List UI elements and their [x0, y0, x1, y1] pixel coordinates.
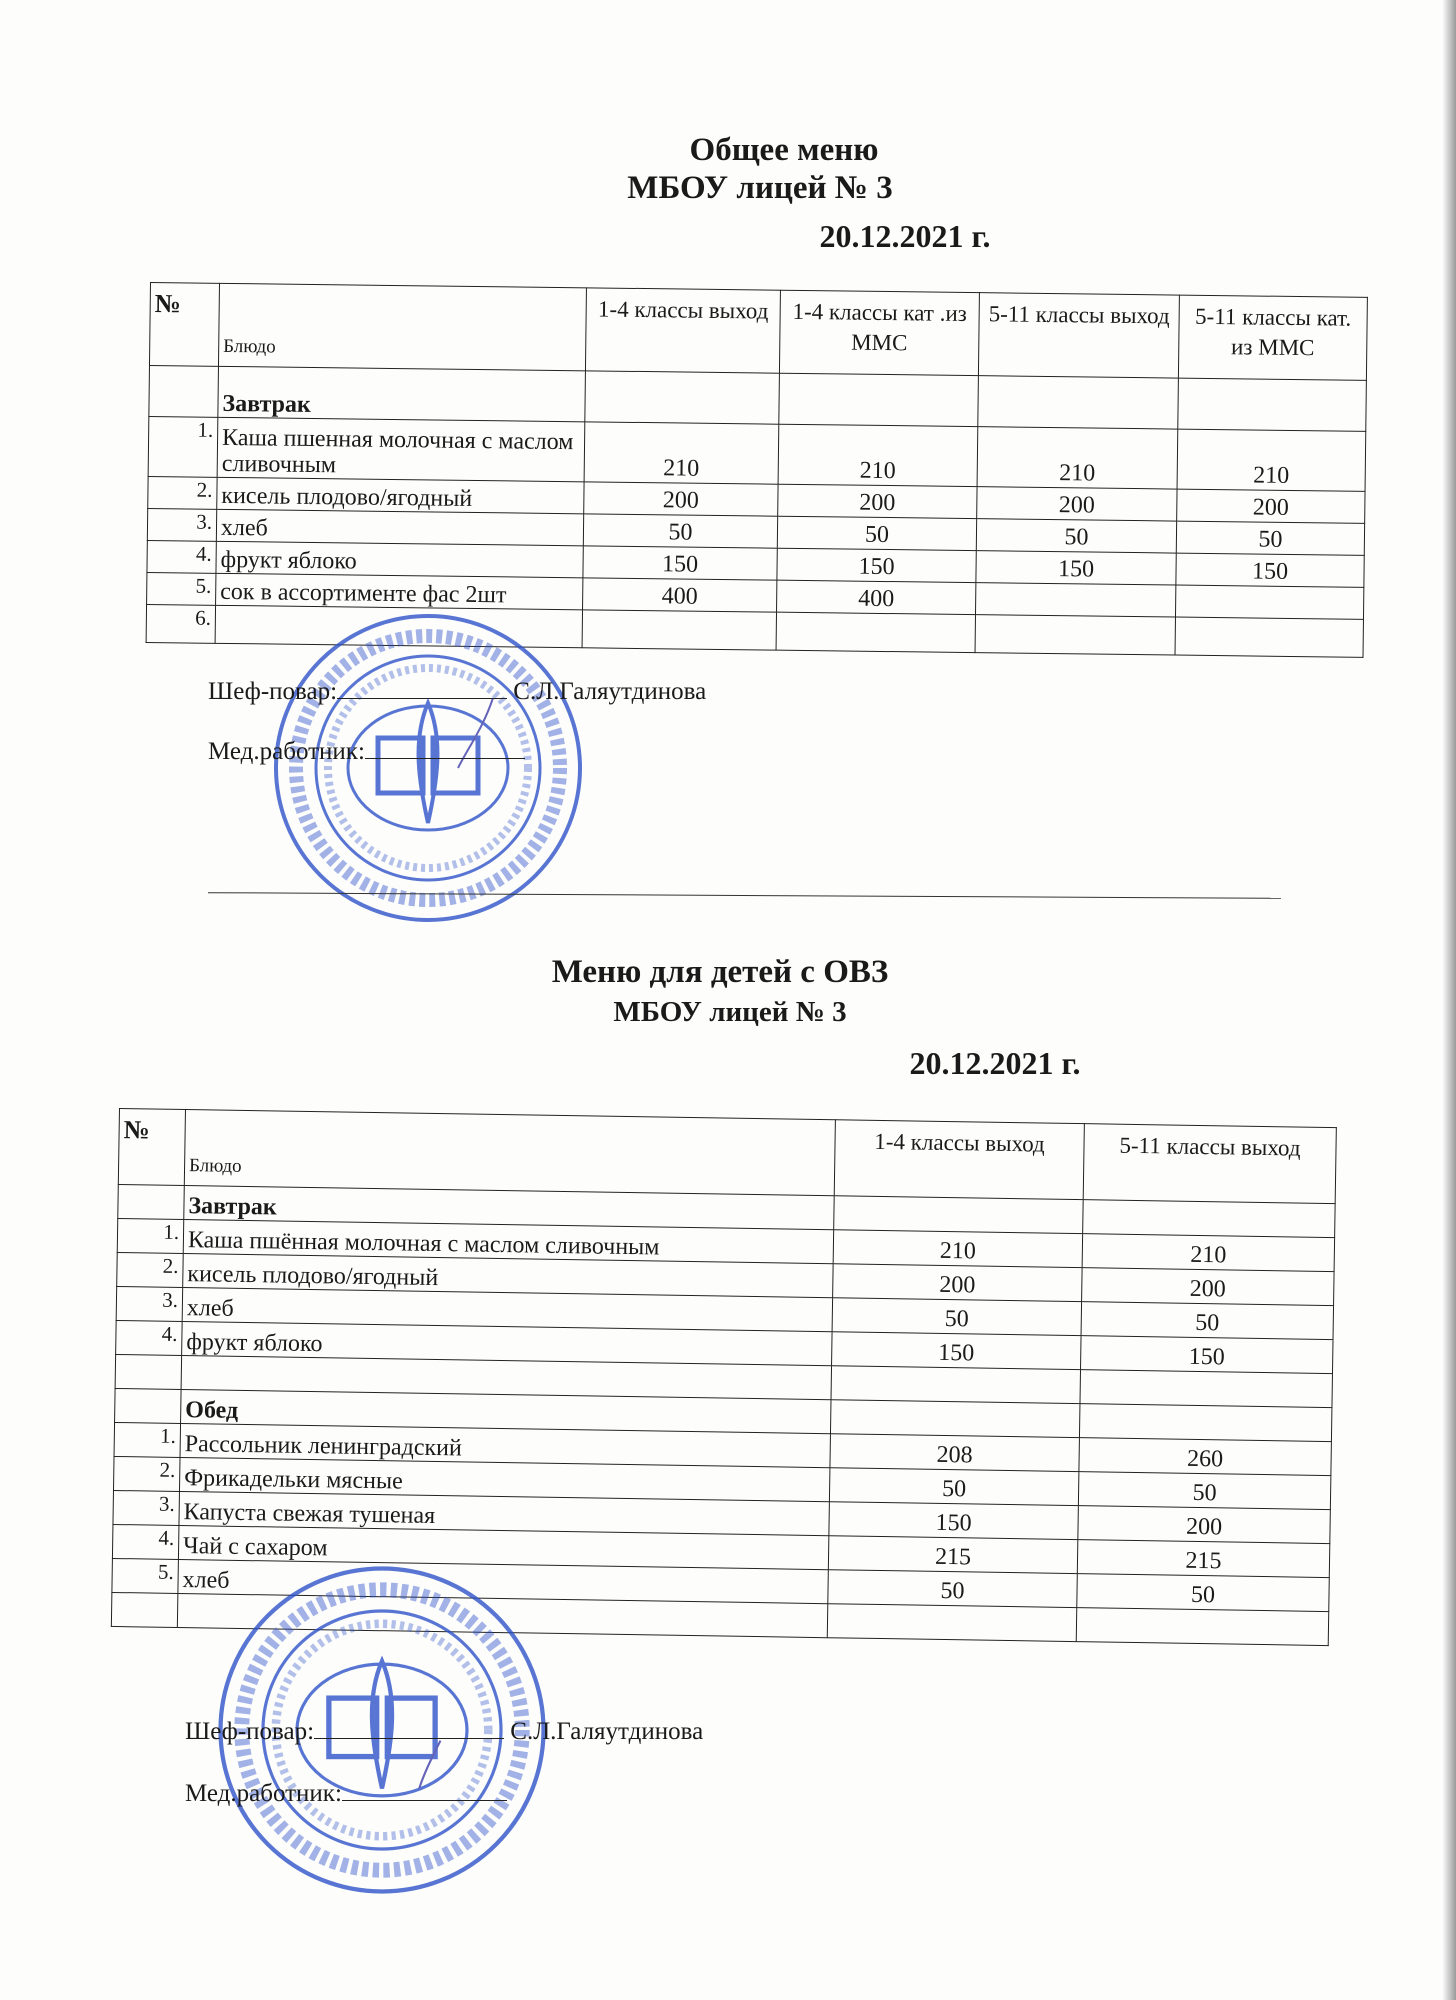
portion-value [779, 373, 979, 426]
portion-value [1083, 1200, 1336, 1238]
chef-name: С.Л.Галяутдинова [513, 678, 707, 705]
row-number: 5. [147, 572, 216, 605]
dish-name: кисель плодово/ягодный [183, 1254, 833, 1298]
ovz-medic-signature [185, 1780, 507, 1808]
header-1-4-mms: 1-4 классы кат .из ММС [779, 290, 979, 375]
row-number: 6. [146, 604, 215, 643]
dish-name: Рассольник ленинградский [180, 1424, 830, 1468]
signature-line [314, 1720, 504, 1739]
portion-value [827, 1604, 1077, 1642]
portion-value: 200 [1078, 1506, 1331, 1544]
general-menu-table [146, 282, 1368, 658]
portion-value [830, 1400, 1080, 1438]
row-number: 4. [112, 1524, 179, 1559]
medic-label: Мед.работник: [185, 1780, 342, 1807]
portion-value: 200 [778, 484, 977, 518]
portion-value: 215 [1077, 1540, 1330, 1578]
row-number [115, 1388, 182, 1423]
portion-value: 200 [1082, 1268, 1335, 1306]
section-title: Завтрак [184, 1186, 834, 1230]
portion-value [831, 1366, 1081, 1404]
portion-value: 208 [830, 1434, 1080, 1472]
portion-value: 50 [1081, 1302, 1334, 1340]
portion-value: 200 [584, 482, 778, 516]
portion-value: 210 [833, 1230, 1083, 1268]
dish-name: Капуста свежая тушеная [179, 1491, 829, 1535]
portion-value: 210 [778, 424, 978, 486]
row-number: 3. [147, 508, 216, 541]
row-number: 1. [114, 1422, 181, 1457]
portion-value: 50 [1176, 521, 1364, 555]
portion-value [585, 371, 780, 424]
scan-edge [1442, 0, 1456, 2000]
dish-name [215, 605, 582, 647]
portion-value [975, 583, 1175, 617]
row-number [118, 1184, 185, 1219]
dish-name: хлеб [182, 1288, 832, 1332]
general-menu-school: МБОУ лицей № 3 [627, 170, 893, 206]
portion-value [1178, 378, 1367, 431]
row-number [115, 1354, 182, 1389]
dish-name: хлеб [178, 1559, 828, 1603]
header-5-11-output: 5-11 классы выход [1083, 1124, 1336, 1204]
ovz-menu-school: МБОУ лицей № 3 [613, 996, 847, 1028]
portion-value: 400 [777, 580, 976, 614]
table-header-row [149, 283, 1367, 381]
portion-value: 260 [1079, 1438, 1332, 1476]
portion-value: 150 [829, 1502, 1079, 1540]
portion-value: 200 [833, 1264, 1083, 1302]
portion-value: 400 [583, 578, 777, 612]
portion-value: 150 [1081, 1336, 1334, 1374]
dish-name: кисель плодово/ягодный [217, 477, 584, 513]
dish-name: хлеб [216, 509, 583, 545]
portion-value: 50 [976, 519, 1176, 553]
row-number [111, 1592, 178, 1627]
portion-value: 50 [832, 1298, 1082, 1336]
row-number: 5. [112, 1558, 179, 1593]
portion-value: 215 [828, 1536, 1078, 1574]
portion-value [1079, 1404, 1332, 1442]
row-number: 2. [117, 1252, 184, 1287]
portion-value: 50 [583, 514, 777, 548]
portion-value: 50 [829, 1468, 1079, 1506]
dish-name: Чай с сахаром [178, 1525, 828, 1569]
portion-value: 150 [777, 548, 976, 582]
portion-value [834, 1196, 1084, 1234]
portion-value: 150 [976, 551, 1176, 585]
general-chef-signature [208, 678, 706, 706]
portion-value: 200 [1177, 489, 1365, 523]
dish-name: фрукт яблоко [216, 541, 583, 577]
portion-value: 210 [1177, 429, 1366, 491]
signature-line [337, 680, 507, 699]
portion-value: 150 [832, 1332, 1082, 1370]
row-number: 3. [116, 1286, 183, 1321]
row-number: 1. [148, 416, 218, 477]
dish-name: сок в ассортименте фас 2шт [216, 573, 583, 609]
section-title: Обед [181, 1390, 831, 1434]
portion-value: 150 [1176, 553, 1364, 587]
section-title: Завтрак [218, 366, 586, 421]
dish-name: Каша пшённая молочная с маслом сливочным [183, 1220, 833, 1264]
portion-value [1076, 1608, 1329, 1646]
school-stamp [268, 608, 588, 928]
dish-name: Каша пшенная молочная с маслом сливочным [217, 417, 585, 481]
portion-value: 50 [1077, 1574, 1330, 1612]
header-1-4-output: 1-4 классы выход [834, 1120, 1084, 1200]
signature-line [365, 740, 525, 759]
portion-value [1175, 617, 1363, 657]
dish-name: Фрикадельки мясные [179, 1458, 829, 1502]
portion-value [1175, 585, 1363, 619]
portion-value [582, 610, 776, 650]
portion-value: 50 [828, 1570, 1078, 1608]
portion-value: 210 [1082, 1234, 1335, 1272]
ovz-chef-signature [185, 1718, 703, 1746]
portion-value: 210 [584, 422, 779, 484]
medic-label: Мед.работник: [208, 738, 365, 765]
portion-value [1080, 1370, 1333, 1408]
row-number: 2. [113, 1456, 180, 1491]
general-medic-signature [208, 738, 525, 766]
portion-value: 200 [977, 487, 1177, 521]
row-number [149, 365, 219, 417]
portion-value [975, 615, 1175, 655]
ovz-menu-title: Меню для детей с ОВЗ [551, 954, 889, 990]
portion-value: 50 [1078, 1472, 1331, 1510]
ovz-menu-date: 20.12.2021 г. [909, 1045, 1081, 1081]
signature-line [342, 1782, 507, 1801]
row-number: 4. [147, 540, 216, 573]
row-number: 3. [113, 1490, 180, 1525]
dish-name: фрукт яблоко [182, 1322, 832, 1366]
portion-value: 210 [977, 427, 1178, 489]
portion-value: 50 [777, 516, 976, 550]
chef-label: Шеф-повар: [208, 678, 338, 705]
header-5-11-mms: 5-11 классы кат. из ММС [1178, 295, 1367, 380]
header-dish: Блюдо [184, 1110, 835, 1196]
portion-value: 150 [583, 546, 777, 580]
general-menu-date: 20.12.2021 г. [819, 218, 991, 254]
ovz-menu-table [111, 1108, 1337, 1646]
header-num: № [118, 1109, 185, 1186]
header-num: № [149, 283, 219, 367]
row-number: 1. [117, 1218, 184, 1253]
chef-name: С.Л.Галяутдинова [510, 1718, 704, 1745]
header-1-4-output: 1-4 классы выход [585, 288, 780, 373]
divider-line [208, 892, 1281, 899]
chef-label: Шеф-повар: [185, 1718, 315, 1745]
portion-value [776, 612, 975, 652]
header-5-11-output: 5-11 классы выход [978, 293, 1179, 378]
row-number: 4. [116, 1320, 183, 1355]
general-menu-title: Общее меню [689, 132, 879, 168]
row-number: 2. [148, 476, 217, 509]
portion-value [978, 376, 1179, 429]
header-dish: Блюдо [218, 283, 586, 370]
